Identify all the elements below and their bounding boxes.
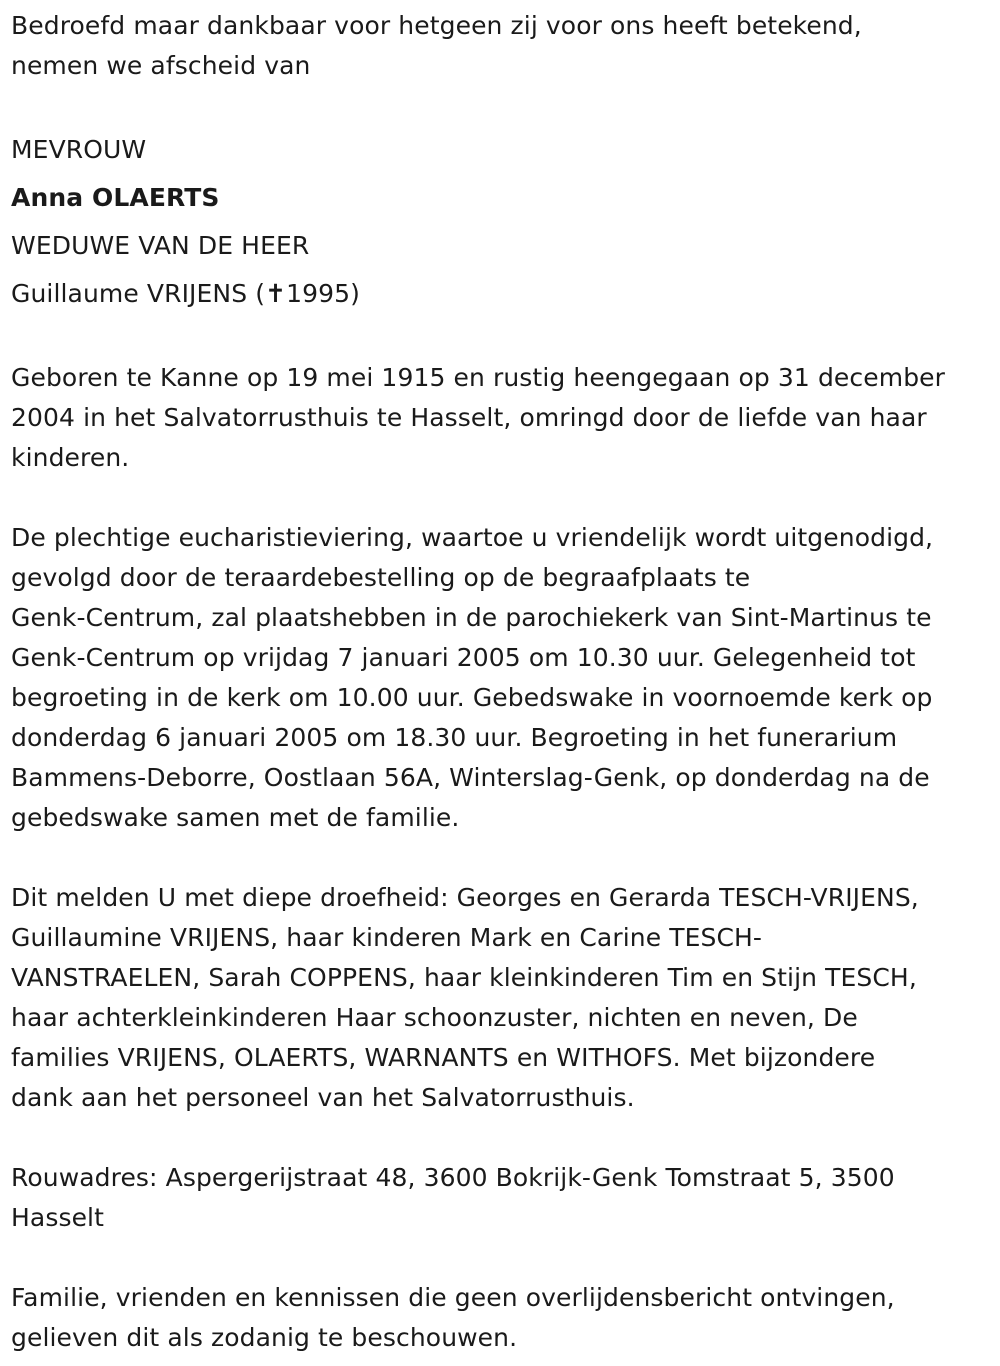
widow-of-label: WEDUWE VAN DE HEER: [11, 231, 310, 260]
paragraph-line: Bammens-Deborre, Oostlaan 56A, Winterslag-Genk, op donderdag na de: [11, 763, 930, 792]
paragraph-line: Guillaumine VRIJENS, haar kinderen Mark en Carine TESCH-: [11, 923, 763, 952]
address-paragraph: [11, 1158, 991, 1238]
paragraph-line: donderdag 6 januari 2005 om 18.30 uur. Begroeting in het funerarium: [11, 723, 898, 752]
family-paragraph: [11, 878, 991, 1118]
paragraph-line: Familie, vrienden en kennissen die geen overlijdensbericht ontvingen,: [11, 1283, 895, 1312]
paragraph-line: dank aan het personeel van het Salvatorrusthuis.: [11, 1083, 635, 1112]
paragraph-line: haar achterkleinkinderen Haar schoonzuster, nichten en neven, De: [11, 1003, 858, 1032]
paragraph-line: Dit melden U met diepe droefheid: Georges en Gerarda TESCH-VRIJENS,: [11, 883, 919, 912]
intro-text: [11, 6, 991, 86]
paragraph-line: begroeting in de kerk om 10.00 uur. Gebedswake in voornoemde kerk op: [11, 683, 933, 712]
paragraph-line: VANSTRAELEN, Sarah COPPENS, haar kleinkinderen Tim en Stijn TESCH,: [11, 963, 917, 992]
paragraph-line: Genk-Centrum, zal plaatshebben in de parochiekerk van Sint-Martinus te: [11, 603, 932, 632]
ceremony-paragraph: [11, 518, 991, 838]
paragraph-line: 2004 in het Salvatorrusthuis te Hasselt, omringd door de liefde van haar: [11, 403, 927, 432]
paragraph-line: gelieven dit als zodanig te beschouwen.: [11, 1323, 518, 1352]
spouse-name: Guillaume VRIJENS (✝1995): [11, 279, 361, 308]
closing-paragraph: [11, 1278, 991, 1358]
paragraph-line: Hasselt: [11, 1203, 104, 1232]
paragraph-line: kinderen.: [11, 443, 130, 472]
paragraph-line: gebedswake samen met de familie.: [11, 803, 460, 832]
paragraph-line: De plechtige eucharistieviering, waartoe u vriendelijk wordt uitgenodigd,: [11, 523, 934, 552]
paragraph-line: Genk-Centrum op vrijdag 7 januari 2005 om 10.30 uur. Gelegenheid tot: [11, 643, 916, 672]
intro-line: Bedroefd maar dankbaar voor hetgeen zij voor ons heeft betekend,: [11, 11, 862, 40]
intro-line: nemen we afscheid van: [11, 51, 311, 80]
paragraph-line: gevolgd door de teraardebestelling op de begraafplaats te: [11, 563, 751, 592]
paragraph-line: Geboren te Kanne op 19 mei 1915 en rustig heengegaan op 31 december: [11, 363, 946, 392]
birth-death-paragraph: [11, 358, 991, 478]
paragraph-line: families VRIJENS, OLAERTS, WARNANTS en WITHOFS. Met bijzondere: [11, 1043, 876, 1072]
salutation: MEVROUW: [11, 135, 147, 164]
deceased-name: Anna OLAERTS: [11, 183, 220, 212]
deceased-heading: [11, 126, 991, 318]
paragraph-line: Rouwadres: Aspergerijstraat 48, 3600 Bokrijk-Genk Tomstraat 5, 3500: [11, 1163, 895, 1192]
obituary-notice: [11, 0, 991, 1358]
